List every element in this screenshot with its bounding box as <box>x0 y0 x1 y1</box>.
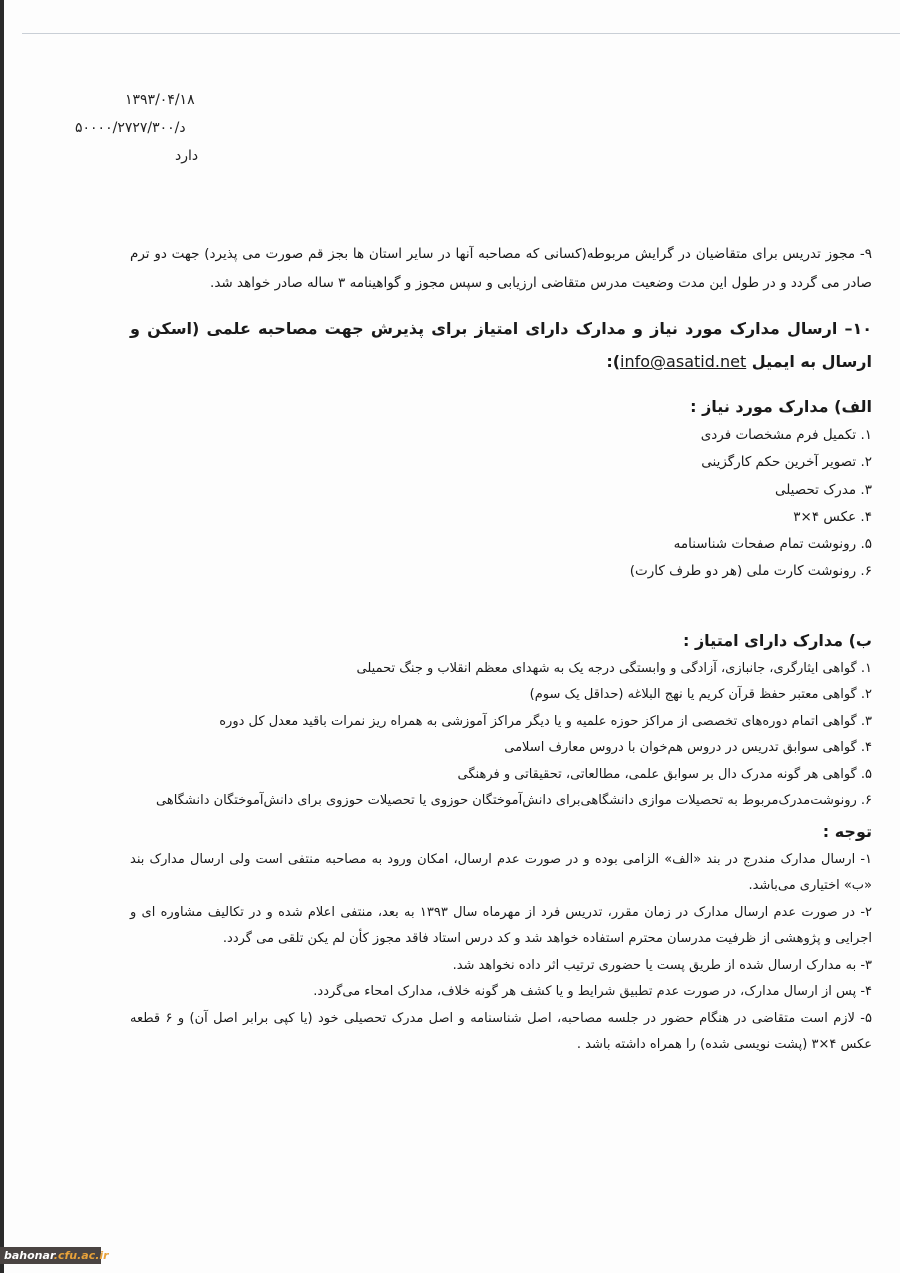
item-10-suffix: ): <box>606 352 621 371</box>
watermark-host: bahonar <box>4 1249 54 1262</box>
list-item: ۶. رونوشت کارت ملی (هر دو طرف کارت) <box>629 563 872 580</box>
letter-date: ۱۳۹۳/۰۴/۱۸ <box>125 92 195 108</box>
note-item: ۳- به مدارک ارسال شده از طریق پست یا حضوری ترتیب اثر داده نخواهد شد. <box>452 957 872 973</box>
list-item: ۲. گواهی معتبر حفظ قرآن کریم یا نهج البلاغه (حداقل یک سوم) <box>529 687 872 703</box>
document-body <box>130 240 872 1059</box>
note-item: ۵- لازم است متقاضی در هنگام حضور در جلسه مصاحبه، اصل شناسنامه و اصل مدرک تحصیلی خود (یا کپی برابر اصل آن) و ۶ قطعه عکس ۴×۳ (پشت نویسی شده) را همراه داشته باشد . <box>130 1010 872 1053</box>
required-documents-list <box>130 422 872 586</box>
email-link[interactable]: info@asatid.net <box>620 352 747 371</box>
list-item: ۱. تکمیل فرم مشخصات فردی <box>700 427 872 443</box>
item-10-heading <box>130 312 872 378</box>
note-item: ۱- ارسال مدارک مندرج در بند «الف» الزامی بوده و در صورت عدم ارسال، امکان ورود به مصاحبه منتفی است ولی ارسال مدارک بند «ب» اختیاری می‌باشد. <box>130 851 872 894</box>
item-9: ۹- مجوز تدریس برای متقاضیان در گرایش مربوطه(کسانی که مصاحبه آنها در سایر استان ها بجز قم صورت می پذیرد) جهت دو ترم صادر می گردد و در طول این مدت وضعیت مدرس متقاضی ارزیابی و سپس مجوز و گواهینامه ۳ ساله صادر خواهد شد. <box>130 246 872 291</box>
list-item: ۱. گواهی ایثارگری، جانبازی، آزادگی و وابستگی درجه یک به شهدای معظم انقلاب و جنگ تحمیلی <box>356 660 872 676</box>
list-item: ۳. گواهی اتمام دوره‌های تخصصی از مراکز حوزه علمیه و یا دیگر مراکز آموزشی به همراه ریز نمرات باقید معدل کل دوره <box>219 713 872 729</box>
list-item: ۴. گواهی سوابق تدریس در دروس هم‌خوان با دروس معارف اسلامی <box>504 740 872 756</box>
section-a-title: الف) مدارک مورد نیاز : <box>690 397 872 416</box>
list-item: ۴. عکس ۴×۳ <box>793 508 872 525</box>
scan-edge <box>0 0 4 1273</box>
letter-number: د/۵۰۰۰۰/۲۷۲۷/۳۰۰ <box>75 120 186 136</box>
list-item: ۵. رونوشت تمام صفحات شناسنامه <box>673 536 872 553</box>
watermark-domain: .cfu.ac.ir <box>53 1249 109 1262</box>
list-item: ۶. رونوشت‌مدرک‌مربوط به تحصیلات موازی دانشگاهی‌برای دانش‌آموختگان حوزوی یا تحصیلات حوزوی برای دانش‌آموختگان دانشگاهی <box>156 793 872 809</box>
list-item: ۵. گواهی هر گونه مدرک دال بر سوابق علمی، مطالعاتی، تحقیقاتی و فرهنگی <box>457 766 872 782</box>
note-item: ۴- پس از ارسال مدارک، در صورت عدم تطبیق شرایط و یا کشف هر گونه خلاف، مدارک امحاء می‌گردد. <box>313 984 872 1000</box>
notes-title: توجه : <box>822 821 872 841</box>
notes-list <box>130 847 872 1059</box>
list-item: ۲. تصویر آخرین حکم کارگزینی <box>701 454 872 471</box>
item-10-text: ۱۰– ارسال مدارک مورد نیاز و مدارک دارای امتیاز برای پذیرش جهت مصاحبه علمی (اسکن و ارسال به ایمیل <box>130 319 872 371</box>
top-divider <box>22 33 900 34</box>
section-b-title: ب) مدارک دارای امتیاز : <box>682 630 872 650</box>
list-item: ۳. مدرک تحصیلی <box>774 481 872 498</box>
letter-attachment: دارد <box>175 148 199 164</box>
note-item: ۲- در صورت عدم ارسال مدارک در زمان مقرر، تدریس فرد از مهرماه سال ۱۳۹۳ به بعد، منتفی اعلام شده و در تکالیف مشاوره ای و اجرایی و پژوهشی از ظرفیت مدرسان محترم استفاده خواهد شد و کد درس استاد فاقد مجوز کأن لم یکن تلقی می گردد. <box>130 904 872 947</box>
site-watermark <box>0 1247 109 1264</box>
bonus-documents-list <box>130 656 872 815</box>
